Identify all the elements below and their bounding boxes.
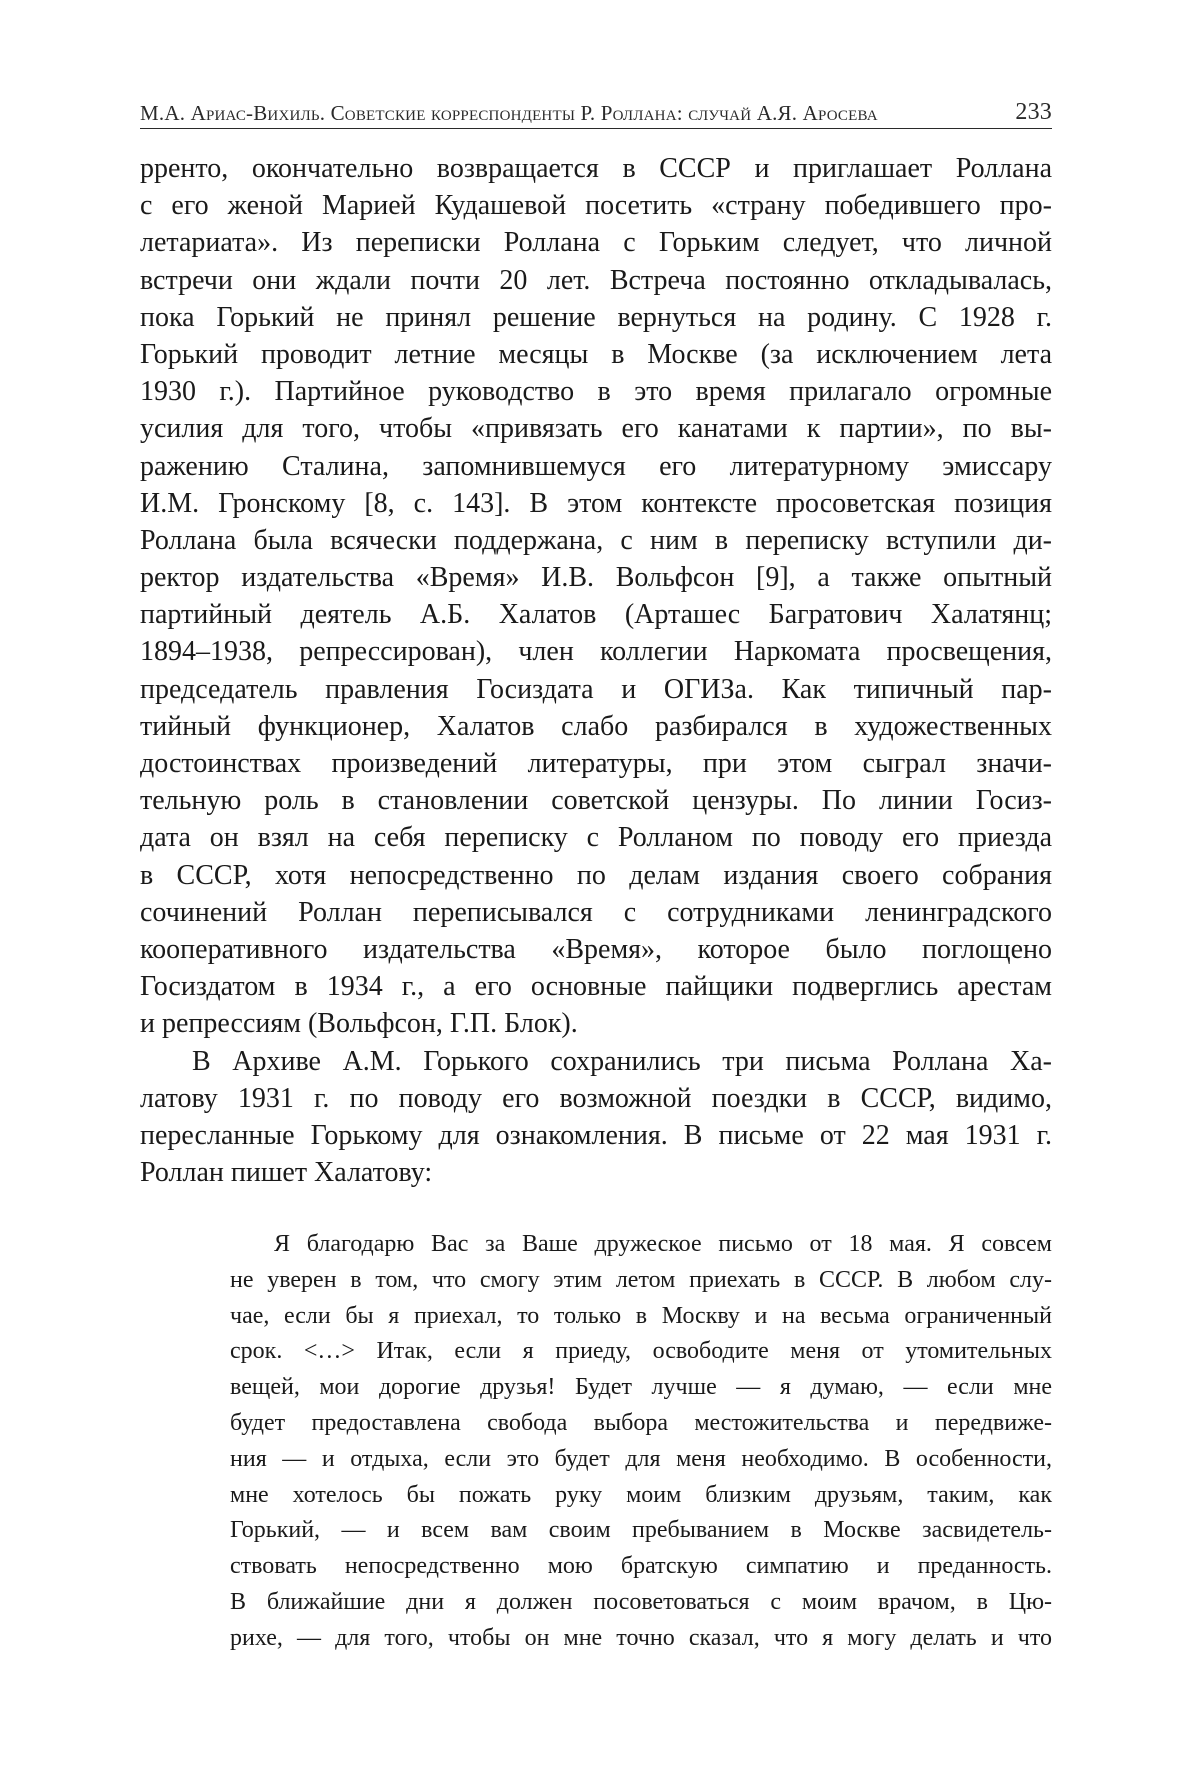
body-line: ректор издательства «Время» И.В. Вольфсон [9], а также опытный	[140, 562, 1052, 594]
body-line: кооперативного издательства «Время», которое было поглощено	[140, 933, 1052, 965]
body-line: латову 1931 г. по поводу его возможной поездки в СССР, видимо,	[140, 1082, 1052, 1114]
quote-line: вещей, мои дорогие друзья! Будет лучше — я думаю, — если мне	[230, 1374, 1052, 1401]
body-line: в СССР, хотя непосредственно по делам издания своего собрания	[140, 859, 1052, 891]
body-line: сочинений Роллан переписывался с сотрудниками ленинградского	[140, 896, 1052, 928]
body-line: летариата». Из переписки Роллана с Горьким следует, что личной	[140, 227, 1052, 259]
body-line: тельную роль в становлении советской цензуры. По линии Госиз-	[140, 785, 1052, 817]
body-line: достоинствах произведений литературы, при этом сыграл значи-	[140, 748, 1052, 779]
quote-line: Горький, — и всем вам своим пребыванием в Москве засвидетель-	[230, 1517, 1052, 1544]
body-line: Госиздатом в 1934 г., а его основные пайщики подверглись арестам	[140, 971, 1052, 1003]
quote-line: срок. <…> Итак, если я приеду, освободите меня от утомительных	[230, 1338, 1052, 1365]
body-line: Роллан пишет Халатову:	[140, 1157, 433, 1189]
body-line: с его женой Марией Кудашевой посетить «страну победившего про-	[140, 190, 1052, 222]
body-line: тийный функционер, Халатов слабо разбирался в художественных	[140, 710, 1052, 742]
quote-line: В ближайшие дни я должен посоветоваться с моим врачом, в Цю-	[230, 1588, 1052, 1615]
quote-line: не уверен в том, что смогу этим летом приехать в СССР. В любом слу-	[230, 1266, 1052, 1293]
quote-line: ствовать непосредственно мою братскую симпатию и преданность.	[230, 1553, 1052, 1580]
body-line: 1894–1938, репрессирован), член коллегии Наркомата просвещения,	[140, 636, 1052, 668]
quote-line: рихе, — для того, чтобы он мне точно сказал, что я могу делать и что	[230, 1624, 1052, 1651]
quote-line: ния — и отдыха, если это будет для меня необходимо. В особенности,	[230, 1445, 1052, 1472]
body-line: Роллана была всячески поддержана, с ним в переписку вступили ди-	[140, 524, 1052, 556]
body-line: пока Горький не принял решение вернуться на родину. С 1928 г.	[140, 301, 1052, 333]
body-line: партийный деятель А.Б. Халатов (Арташес Багратович Халатянц;	[140, 599, 1052, 631]
page-number: 233	[1015, 99, 1052, 125]
body-line: встречи они ждали почти 20 лет. Встреча постоянно откладывалась,	[140, 264, 1052, 296]
quote-line: будет предоставлена свобода выбора местожительства и передвиже-	[230, 1409, 1052, 1436]
body-line: усилия для того, чтобы «привязать его канатами к партии», по вы-	[140, 413, 1052, 445]
body-line: В Архиве А.М. Горького сохранились три письма Роллана Ха-	[192, 1045, 1052, 1077]
body-line: председатель правления Госиздата и ОГИЗа. Как типичный пар-	[140, 673, 1052, 705]
body-line: пересланные Горькому для ознакомления. В письме от 22 мая 1931 г.	[140, 1119, 1052, 1151]
body-line: ражению Сталина, запомнившемуся его литературному эмиссару	[140, 450, 1052, 482]
quote-line: мне хотелось бы пожать руку моим близким друзьям, таким, как	[230, 1481, 1052, 1508]
quote-line: Я благодарю Вас за Ваше дружеское письмо от 18 мая. Я совсем	[274, 1231, 1052, 1257]
block-quote	[230, 1227, 1052, 1657]
body-text	[140, 150, 1052, 1191]
running-header	[140, 90, 1052, 126]
header-rule	[140, 128, 1052, 129]
body-line: дата он взял на себя переписку с Ролланом по поводу его приезда	[140, 822, 1052, 854]
body-line: и репрессиям (Вольфсон, Г.П. Блок).	[140, 1008, 578, 1040]
running-title: М.А. Ариас-Вихиль. Советские корреспонденты Р. Роллана: случай А.Я. Аросева	[140, 101, 878, 125]
body-line: И.М. Гронскому [8, с. 143]. В этом контексте просоветская позиция	[140, 487, 1052, 519]
body-line: Горький проводит летние месяцы в Москве (за исключением лета	[140, 338, 1052, 370]
body-line: рренто, окончательно возвращается в СССР и приглашает Роллана	[140, 153, 1052, 184]
quote-line: чае, если бы я приехал, то только в Москву и на весьма ограниченный	[230, 1302, 1052, 1329]
body-line: 1930 г.). Партийное руководство в это время прилагало огромные	[140, 376, 1052, 408]
